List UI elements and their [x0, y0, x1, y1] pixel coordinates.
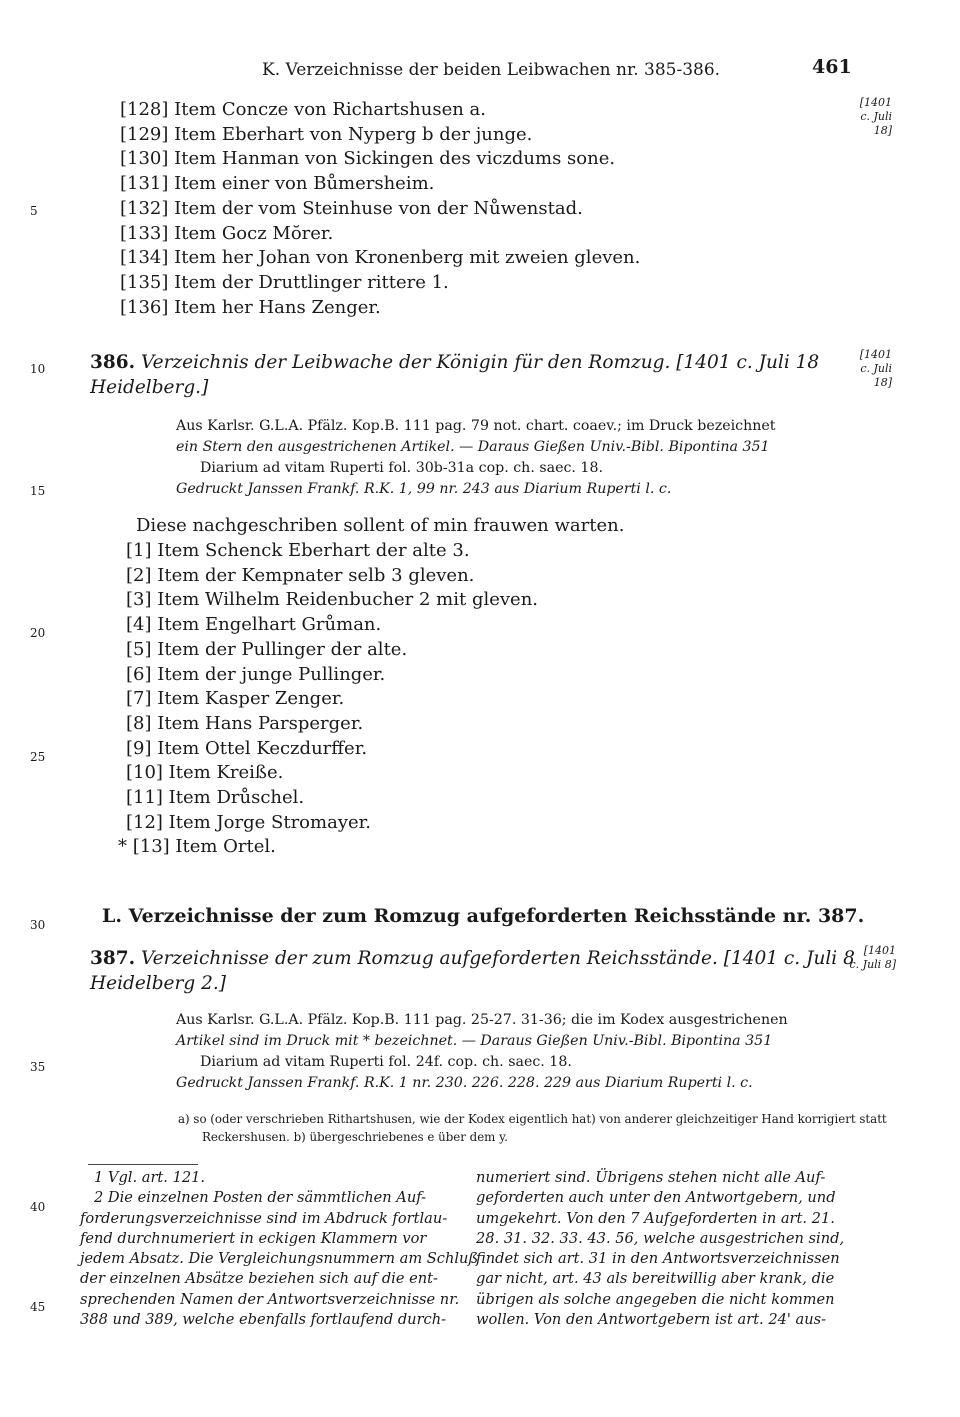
entry-386-sources [176, 416, 775, 500]
source-line: Diarium ad vitam Ruperti fol. 24f. cop. ch. saec. 18. [200, 1054, 572, 1070]
list-item: [136] Item her Hans Zenger. [120, 296, 381, 318]
list-item: [133] Item Gocz Mŏrer. [120, 222, 334, 244]
list-item: [130] Item Hanman von Sickingen des viczdums sone. [120, 148, 616, 170]
margin-date-line: 18] [873, 376, 892, 389]
margin-date-line: 18] [873, 124, 892, 137]
list-item: [131] Item einer von Bůmersheim. [120, 173, 435, 195]
footnote-line: umgekehrt. Von den 7 Aufgeforderten in art. 21. [476, 1209, 835, 1227]
list-item: [6] Item der junge Pullinger. [126, 663, 386, 685]
entry-number: 387. [90, 948, 136, 969]
list-item: [4] Item Engelhart Grůman. [126, 614, 382, 636]
line-number: 25 [30, 750, 46, 764]
footnote-rule [88, 1164, 198, 1165]
entry-386-heading [90, 350, 819, 400]
footnote-line: findet sich art. 31 in den Antwortsverzeichnissen [476, 1250, 840, 1268]
entry-title: Verzeichnisse der zum Romzug aufgeforderten Reichsstände. [1401 c. Juli 8 [140, 948, 855, 969]
running-header: K. Verzeichnisse der beiden Leibwachen nr. 385-386. [262, 60, 721, 80]
line-number: 5 [30, 204, 38, 218]
footnote-line: sprechenden Namen der Antwortsverzeichnisse nr. [80, 1290, 460, 1308]
list-item: [3] Item Wilhelm Reidenbucher 2 mit gleven. [126, 589, 539, 611]
footnote-line: 1 Vgl. art. 121. [94, 1169, 206, 1186]
footnote-line: geforderten auch unter den Antwortgebern, und [476, 1189, 836, 1207]
list-item: [8] Item Hans Parsperger. [126, 712, 364, 734]
footnote-line: fend durchnumeriert in eckigen Klammern vor [80, 1229, 427, 1247]
margin-date-line: c. Juli [860, 362, 892, 375]
margin-date-line: [1401 [859, 96, 892, 109]
list-item: [134] Item her Johan von Kronenberg mit zweien gleven. [120, 247, 641, 269]
list-item: [129] Item Eberhart von Nyperg b der junge. [120, 123, 533, 145]
footnote-line: 28. 31. 32. 33. 43. 56, welche ausgestrichen sind, [476, 1229, 845, 1247]
critical-apparatus [178, 1110, 887, 1146]
source-line: Gedruckt Janssen Frankf. R.K. 1 nr. 230. 226. 228. 229 aus Diarium Ruperti l. c. [176, 1075, 753, 1091]
margin-date-line: c. Juli [860, 110, 892, 123]
source-line: Diarium ad vitam Ruperti fol. 30b-31a cop. ch. saec. 18. [200, 460, 603, 476]
source-line: Artikel sind im Druck mit * bezeichnet. — Daraus Gießen Univ.-Bibl. Bipontina 351 [176, 1033, 773, 1049]
list-item: [12] Item Jorge Stromayer. [126, 811, 371, 833]
entry-386-list [118, 539, 539, 860]
margin-date-line: [1401 [863, 944, 896, 957]
line-number: 30 [30, 918, 46, 932]
list-item: [5] Item der Pullinger der alte. [126, 638, 408, 660]
margin-date-line: [1401 [859, 348, 892, 361]
list-item: [7] Item Kasper Zenger. [126, 688, 345, 710]
footnote-line: 388 und 389, welche ebenfalls fortlaufend durch- [80, 1311, 447, 1329]
footnotes-right [476, 1168, 844, 1330]
margin-date-line: c. Juli 8] [849, 958, 896, 971]
footnote-line: gar nicht, art. 43 als bereitwillig aber krank, die [476, 1270, 835, 1288]
source-line: Aus Karlsr. G.L.A. Pfälz. Kop.B. 111 pag. 25-27. 31-36; die im Kodex ausgestrichenen [176, 1012, 788, 1028]
footnote-line: übrigen als solche angegeben die nicht kommen [476, 1290, 835, 1308]
footnote-line: forderungsverzeichnisse sind im Abdruck fortlau- [80, 1209, 448, 1227]
entry-title-cont: Heidelberg.] [90, 377, 209, 398]
line-number: 35 [30, 1060, 46, 1074]
line-number: 45 [30, 1300, 46, 1314]
list-item: * [13] Item Ortel. [118, 836, 276, 858]
apparatus-line: Reckershusen. b) übergeschriebenes e über dem y. [202, 1130, 508, 1144]
entry-386-intro: Diese nachgeschriben sollent of min frauwen warten. [136, 515, 625, 536]
footnote-line: jedem Absatz. Die Vergleichungsnummern am Schluß [80, 1250, 479, 1268]
line-number: 10 [30, 362, 46, 376]
line-number: 15 [30, 484, 46, 498]
margin-date-top [830, 96, 892, 138]
footnote-line: numeriert sind. Übrigens stehen nicht alle Auf- [476, 1169, 826, 1186]
source-line: Gedruckt Janssen Frankf. R.K. 1, 99 nr. 243 aus Diarium Ruperti l. c. [176, 481, 672, 497]
line-number: 20 [30, 626, 46, 640]
entry-title: Verzeichnis der Leibwache der Königin für den Romzug. [1401 c. Juli 18 [140, 352, 820, 373]
footnote-line: 2 Die einzelnen Posten der sämmtlichen Auf- [94, 1189, 427, 1207]
page-number: 461 [812, 56, 852, 78]
list-item: [135] Item der Druttlinger rittere 1. [120, 271, 449, 293]
footnote-line: wollen. Von den Antwortgebern ist art. 24' aus- [476, 1311, 827, 1329]
source-line: ein Stern den ausgestrichenen Artikel. — Daraus Gießen Univ.-Bibl. Bipontina 351 [176, 439, 770, 455]
apparatus-line: a) so (oder verschrieben Rithartshusen, wie der Kodex eigentlich hat) von anderer gleichzeitiger Hand korrigiert statt [178, 1112, 887, 1126]
entry-387-heading [90, 946, 855, 996]
footnote-line: der einzelnen Absätze beziehen sich auf die ent- [80, 1270, 438, 1288]
line-number: 40 [30, 1200, 46, 1214]
list-item: [132] Item der vom Steinhuse von der Nůwenstad. [120, 197, 583, 219]
list-385 [120, 98, 640, 320]
entry-387-sources [176, 1010, 788, 1094]
entry-title-cont: Heidelberg 2.] [90, 973, 226, 994]
margin-date-386 [830, 348, 892, 390]
section-heading: L. Verzeichnisse der zum Romzug aufgeforderten Reichsstände nr. 387. [102, 905, 865, 927]
footnotes-left [80, 1168, 478, 1330]
list-item: [9] Item Ottel Keczdurffer. [126, 737, 368, 759]
source-line: Aus Karlsr. G.L.A. Pfälz. Kop.B. 111 pag. 79 not. chart. coaev.; im Druck bezeichnet [176, 418, 776, 434]
entry-number: 386. [90, 352, 136, 373]
list-item: [128] Item Concze von Richartshusen a. [120, 99, 487, 120]
list-item: [2] Item der Kempnater selb 3 gleven. [126, 564, 475, 586]
list-item: [1] Item Schenck Eberhart der alte 3. [126, 540, 470, 561]
list-item: [11] Item Drůschel. [126, 787, 305, 809]
list-item: [10] Item Kreiße. [126, 762, 284, 784]
